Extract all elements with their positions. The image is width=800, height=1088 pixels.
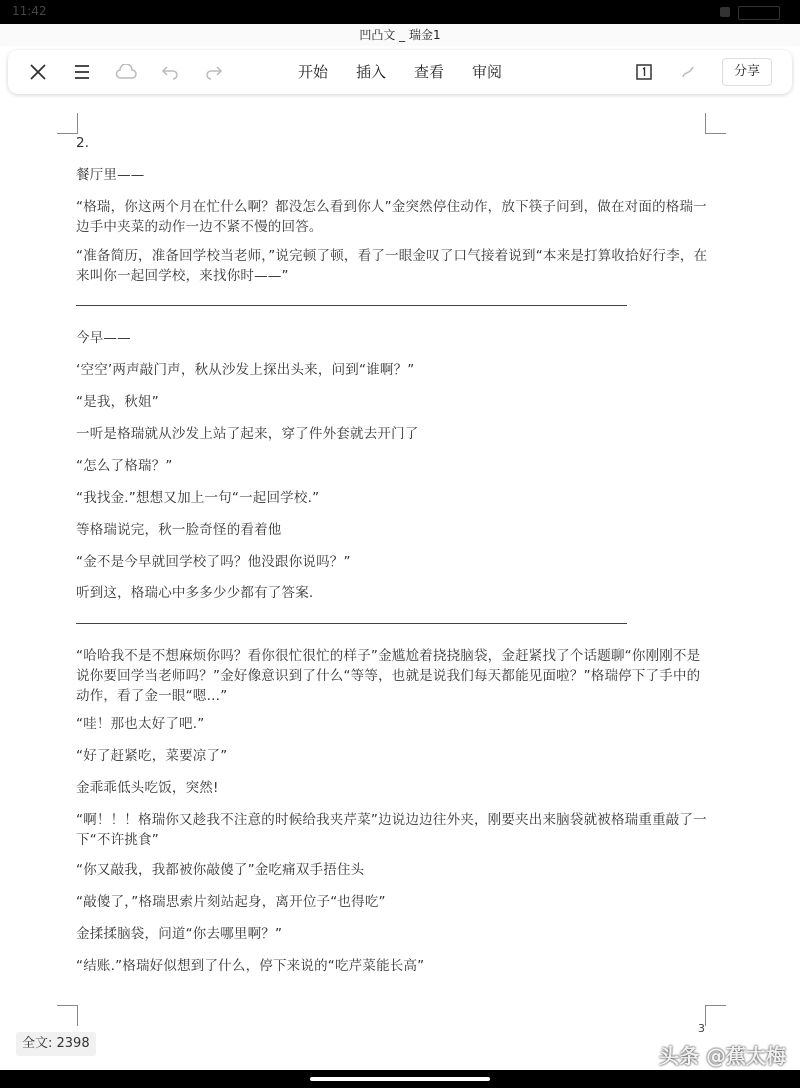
menu-insert[interactable]: 插入	[356, 63, 387, 81]
menu-review[interactable]: 审阅	[472, 63, 503, 81]
word-count[interactable]: 全文: 2398	[16, 1032, 96, 1056]
menu-icon[interactable]	[68, 58, 96, 86]
paragraph: 餐厅里——	[76, 167, 145, 183]
paragraph: “你又敲我，我都被你敲傻了”金吃痛双手捂住头	[76, 862, 365, 878]
corner-mark	[57, 1005, 78, 1026]
watermark: 头条 @蕉太梅	[659, 1044, 786, 1068]
paragraph: 金揉揉脑袋，问道“你去哪里啊？”	[76, 926, 283, 942]
redo-icon[interactable]	[200, 58, 228, 86]
status-bar	[0, 0, 800, 24]
paragraph: “好了赶紧吃，菜要凉了”	[76, 748, 228, 764]
paragraph: “我找金.”想想又加上一句“一起回学校.”	[76, 490, 320, 506]
paragraph: “结账.”格瑞好似想到了什么，停下来说的“吃芹菜能长高”	[76, 958, 425, 974]
paragraph: “准备简历，准备回学校当老师，”说完顿了顿，看了一眼金叹了口气接着说到“本来是打算收拾好行李，在来叫你一起回学校，来找你时——”	[76, 248, 708, 284]
paragraph: “哇！那也太好了吧.”	[76, 716, 205, 732]
close-icon[interactable]	[24, 58, 52, 86]
paragraph: 金乖乖低头吃饭，突然!	[76, 780, 219, 796]
home-handle[interactable]	[310, 1077, 490, 1081]
paragraph: “金不是今早就回学校了吗？他没跟你说吗？”	[76, 554, 351, 570]
status-time: 11:42	[12, 4, 47, 18]
notification-icon	[720, 7, 730, 17]
menu-start[interactable]: 开始	[298, 63, 329, 81]
battery-icon	[738, 6, 780, 20]
paragraph: 2.	[76, 135, 90, 151]
paragraph: 等格瑞说完，秋一脸奇怪的看着他	[76, 522, 282, 538]
divider	[76, 305, 627, 306]
paragraph: “哈哈我不是不想麻烦你吗？看你很忙很忙的样子”金尴尬着挠挠脑袋，金赶紧找了个话题聊“你刚刚不是说你要回学当老师吗？”金好像意识到了什么“等等，也就是说我们每天都能见面啦？”格瑞停下了手中的动作，看了金一眼“嗯…”	[76, 648, 701, 704]
corner-mark	[705, 1005, 726, 1026]
menu-view[interactable]: 查看	[414, 63, 445, 81]
undo-icon[interactable]	[156, 58, 184, 86]
corner-mark	[705, 113, 726, 134]
page-number: 3	[698, 1022, 705, 1035]
paragraph: 今早——	[76, 330, 131, 346]
page-view-icon[interactable]	[630, 58, 658, 86]
paragraph: “啊！！！格瑞你又趁我不注意的时候给我夹芹菜”边说边边往外夹，刚要夹出来脑袋就被格瑞重重敲了一下“不许挑食”	[76, 812, 707, 848]
cloud-sync-icon[interactable]	[112, 58, 140, 86]
pen-icon[interactable]	[674, 58, 702, 86]
paragraph: “是我，秋姐”	[76, 394, 159, 410]
document-page[interactable]	[0, 100, 800, 1070]
paragraph: “怎么了格瑞？”	[76, 458, 173, 474]
navigation-bar	[0, 1070, 800, 1088]
divider	[76, 623, 627, 624]
paragraph: “敲傻了，”格瑞思索片刻站起身，离开位子“也得吃”	[76, 894, 386, 910]
paragraph: 听到这，格瑞心中多多少少都有了答案.	[76, 585, 314, 601]
corner-mark	[57, 113, 78, 134]
paragraph: 一听是格瑞就从沙发上站了起来，穿了件外套就去开门了	[76, 426, 419, 442]
paragraph: “格瑞，你这两个月在忙什么啊？都没怎么看到你人”金突然停住动作，放下筷子问到，做在对面的格瑞一边手中夹菜的动作一边不紧不慢的回答。	[76, 199, 707, 235]
toolbar	[8, 50, 792, 94]
share-button[interactable]: 分享	[722, 58, 772, 86]
paragraph: ‘空空’两声敲门声，秋从沙发上探出头来，问到“谁啊？”	[76, 362, 415, 378]
document-title: 凹凸文 _ 瑞金1	[0, 24, 800, 46]
